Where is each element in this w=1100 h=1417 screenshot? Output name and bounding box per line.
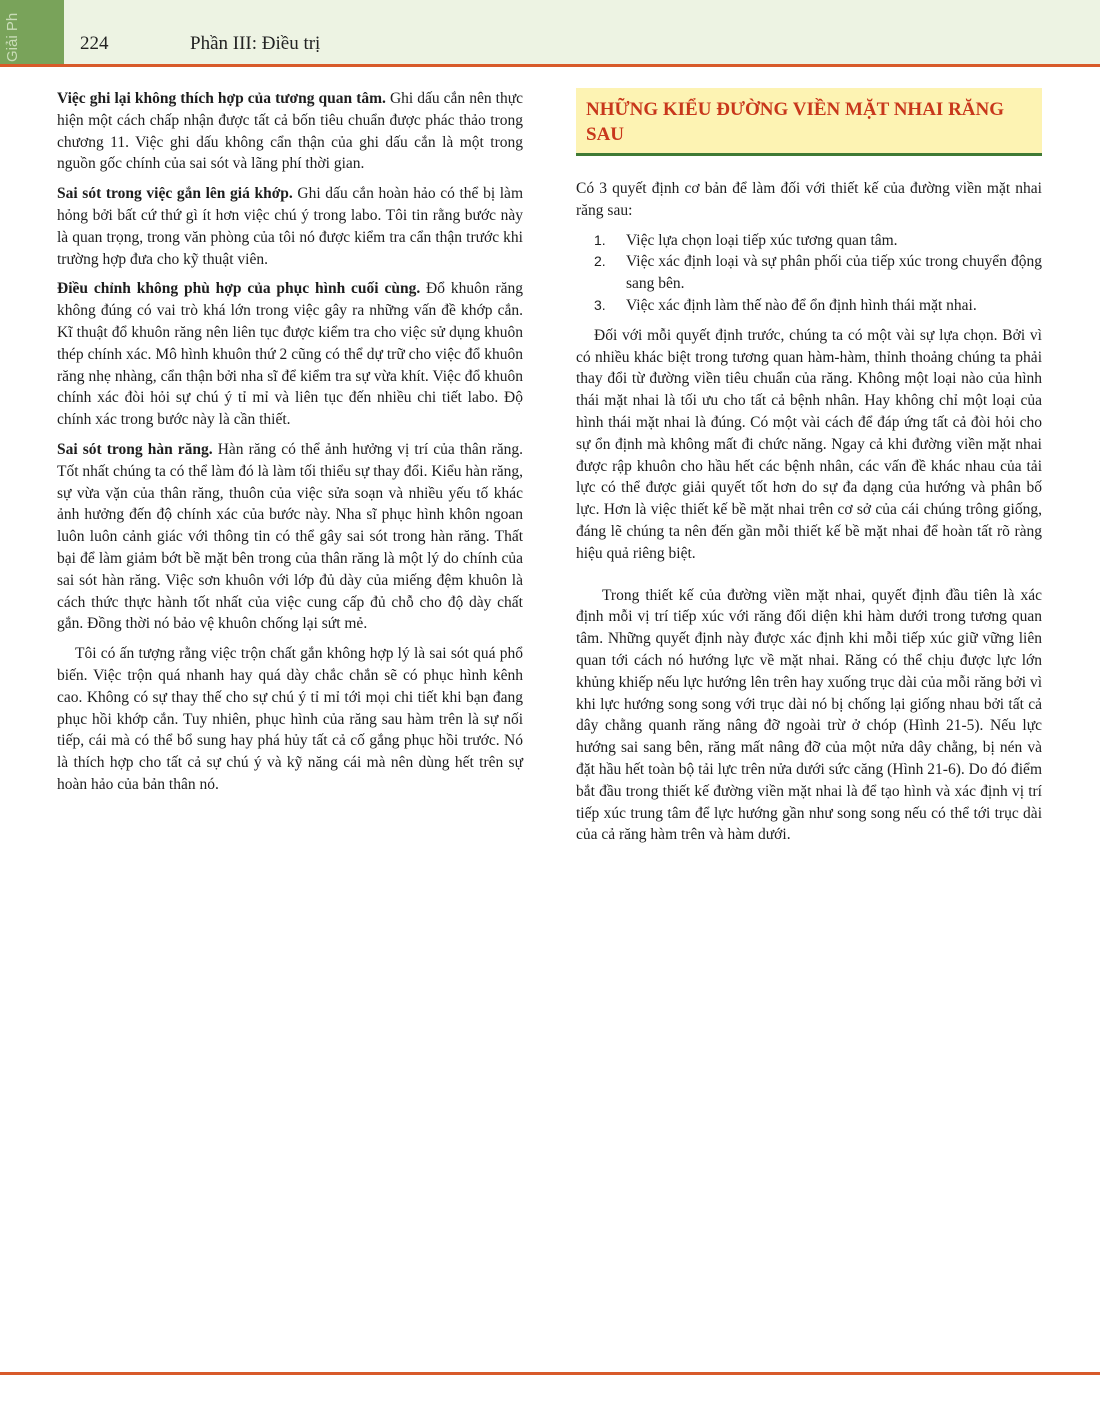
paragraph-text: Ghi dấu cắn nên thực hiện một cách chấp nhận được tất cả bốn tiêu chuẩn được phác thảo trong chương 11. Việc ghi dấu không cẩn thận của ghi dấu cắn là một trong nguồn gốc chính của sai sót và lãng phí thời gian.: [57, 90, 523, 173]
list-number: 1.: [594, 231, 606, 248]
section-heading-box: [576, 88, 1042, 156]
list-item: [576, 230, 1042, 252]
list-number: 2.: [594, 253, 606, 270]
list-text: Việc xác định loại và sự phân phối của tiếp xúc trong chuyển động sang bên.: [626, 253, 1042, 293]
list-text: Việc lựa chọn loại tiếp xúc tương quan tâm.: [626, 231, 898, 249]
paragraph-lead: Sai sót trong việc gắn lên giá khớp.: [57, 185, 293, 203]
running-title: Phần III: Điều trị: [190, 33, 321, 54]
list-item: [576, 251, 1042, 295]
paragraph-text: Đổ khuôn răng không đúng có vai trò khá lớn trong việc gây ra những vấn đề khớp cắn. Kĩ thuật đổ khuôn răng nên liên tục được kiểm tra cho việc sử dụng khuôn thép chính xác. Mô hình khuôn thứ 2 cũng có thể dự trữ cho việc đổ khuôn răng nhẹ nhàng, cẩn thận bởi nha sĩ để kiểm tra sự vừa khít. Việc đổ khuôn chính xác đòi hỏi sự chú ý tỉ mỉ và liên tục đến nhiều chi tiết labo. Độ chính xác trong bước này là cần thiết.: [57, 280, 523, 429]
footer-rule: [0, 1372, 1100, 1375]
paragraph-text: Ghi dấu cắn hoàn hảo có thể bị làm hỏng bởi bất cứ thứ gì ít hơn việc chú ý trong labo. Tôi tin rằng bước này là quan trọng, trong văn phòng của tôi nó được kiểm tra cẩn thận trước khi trường hợp đưa cho kỹ thuật viên.: [57, 185, 523, 268]
list-number: 3.: [594, 296, 606, 313]
header-rule: [0, 64, 1100, 67]
paragraph: [57, 439, 523, 635]
page-header: [0, 0, 1100, 64]
page-number: 224: [80, 33, 109, 54]
paragraph: [57, 278, 523, 431]
paragraph-text: Hàn răng có thể ảnh hưởng vị trí của thân răng. Tốt nhất chúng ta có thể làm đó là làm tối thiểu sự thay đổi. Kiểu hàn răng, sự vừa vặn của thân răng, thuôn của việc sửa soạn và nhiều yếu tố khác ảnh hưởng đến độ chính xác của bước này. Nha sĩ phục hình khôn ngoan luôn luôn cảnh giác với thông tin có thể gây sai sót trong hàn răng. Thất bại để làm giảm bớt bề mặt bên trong của thân răng là một lý do chính của sai sót hàn răng. Việc sơn khuôn với lớp đủ dày của miếng đệm khuôn là cách thức thực hành tốt nhất của việc cung cấp đủ chỗ cho độ dày chất gắn. Đồng thời nó bảo vệ khuôn chống lại sứt mẻ.: [57, 440, 523, 633]
intro-paragraph: Có 3 quyết định cơ bản để làm đối với thiết kế của đường viền mặt nhai răng sau:: [576, 180, 1042, 219]
paragraph-lead: Sai sót trong hàn răng.: [57, 440, 213, 458]
list-text: Việc xác định làm thế nào để ổn định hình thái mặt nhai.: [626, 296, 977, 314]
paragraph: Tôi có ấn tượng rằng việc trộn chất gắn không hợp lý là sai sót quá phổ biến. Việc trộn quá nhanh hay quá dày chắc chắn sẽ có phục hình kênh cao. Không có sự thay thế cho sự chú ý tỉ mỉ tới mọi chi tiết khi bạn đang phục hồi khớp cắn. Tuy nhiên, phục hình của răng sau hàm trên là sự nối tiếp, cái mà có thể bổ sung hay phá hủy tất cả cố gắng phục hồi trước. Nó là thích hợp cho tất cả sự chú ý và kỹ năng cái mà nên dùng hết trên sự hoàn hảo của bản thân nó.: [57, 645, 523, 793]
side-tab-label: Giải Ph: [4, 12, 21, 62]
list-item: [576, 295, 1042, 317]
paragraph: [57, 88, 523, 175]
decision-list: [576, 230, 1042, 317]
paragraph: [57, 183, 523, 270]
paragraph: Đối với mỗi quyết định trước, chúng ta có một vài sự lựa chọn. Bởi vì có nhiều khác biệt trong tương quan hàm-hàm, thỉnh thoảng chúng ta phải thay đổi từ đường viền tiêu chuẩn của răng. Không một loại nào của hình thái mặt nhai là tối ưu cho tất cả bệnh nhân. Hay không chỉ một loại của hình thái mặt nhai là đúng. Có một vài cách để đáp ứng tất cả đòi hỏi cho sự ổn định mà không mất đi chức năng. Ngay cả khi đường viền mặt nhai được rập khuôn cho hầu hết các bệnh nhân, các vấn đề khác nhau của tải lực có thể được giải quyết tốt hơn do sự đa dạng của hướng và phân bố lực. Hơn là việc thiết kế bề mặt nhai trên cơ sở của cái chúng trông giống, đáng lẽ chúng ta nên đến gần mỗi thiết kế bề mặt nhai để hoàn tất rõ ràng hiệu quả riêng biệt.: [576, 326, 1042, 562]
section-title: NHỮNG KIỂU ĐƯỜNG VIỀN MẶT NHAI RĂNG SAU: [586, 99, 1005, 145]
right-column: [576, 88, 1042, 854]
left-column: [57, 88, 523, 804]
paragraph-lead: Điều chỉnh không phù hợp của phục hình cuối cùng.: [57, 280, 421, 298]
paragraph-lead: Việc ghi lại không thích hợp của tương quan tâm.: [57, 90, 386, 107]
paragraph: Trong thiết kế của đường viền mặt nhai, quyết định đầu tiên là xác định mỗi vị trí tiếp xúc với răng đối diện khi hàm dưới trong tương quan tâm. Những quyết định này được xác định khi mỗi tiếp xúc giữ vững liên quan tới cách nó hướng lực về mặt nhai. Răng có thể chịu được lực lớn khủng khiếp nếu lực hướng lên trên hay xuống trục dài của mỗi răng bởi vì khi lực hướng song song với trục dài nó bị chống lại giống nhau bởi tất cả dây chằng quanh răng nâng đỡ ngoài trừ ở chóp (Hình 21-5). Nếu lực hướng sai sang bên, răng mất nâng đỡ của một nửa dây chằng, bị nén và đặt hầu hết toàn bộ tải lực trên nửa dưới sức căng (Hình 21-6). Do đó điểm bắt đầu trong thiết kế đường viền mặt nhai là để tạo hình và xác định vị trí tiếp xúc trung tâm để lực hướng gần như song song nếu có thể tới trục dài của cả răng hàm trên và hàm dưới.: [576, 586, 1042, 844]
chapter-side-tab: [0, 0, 64, 64]
